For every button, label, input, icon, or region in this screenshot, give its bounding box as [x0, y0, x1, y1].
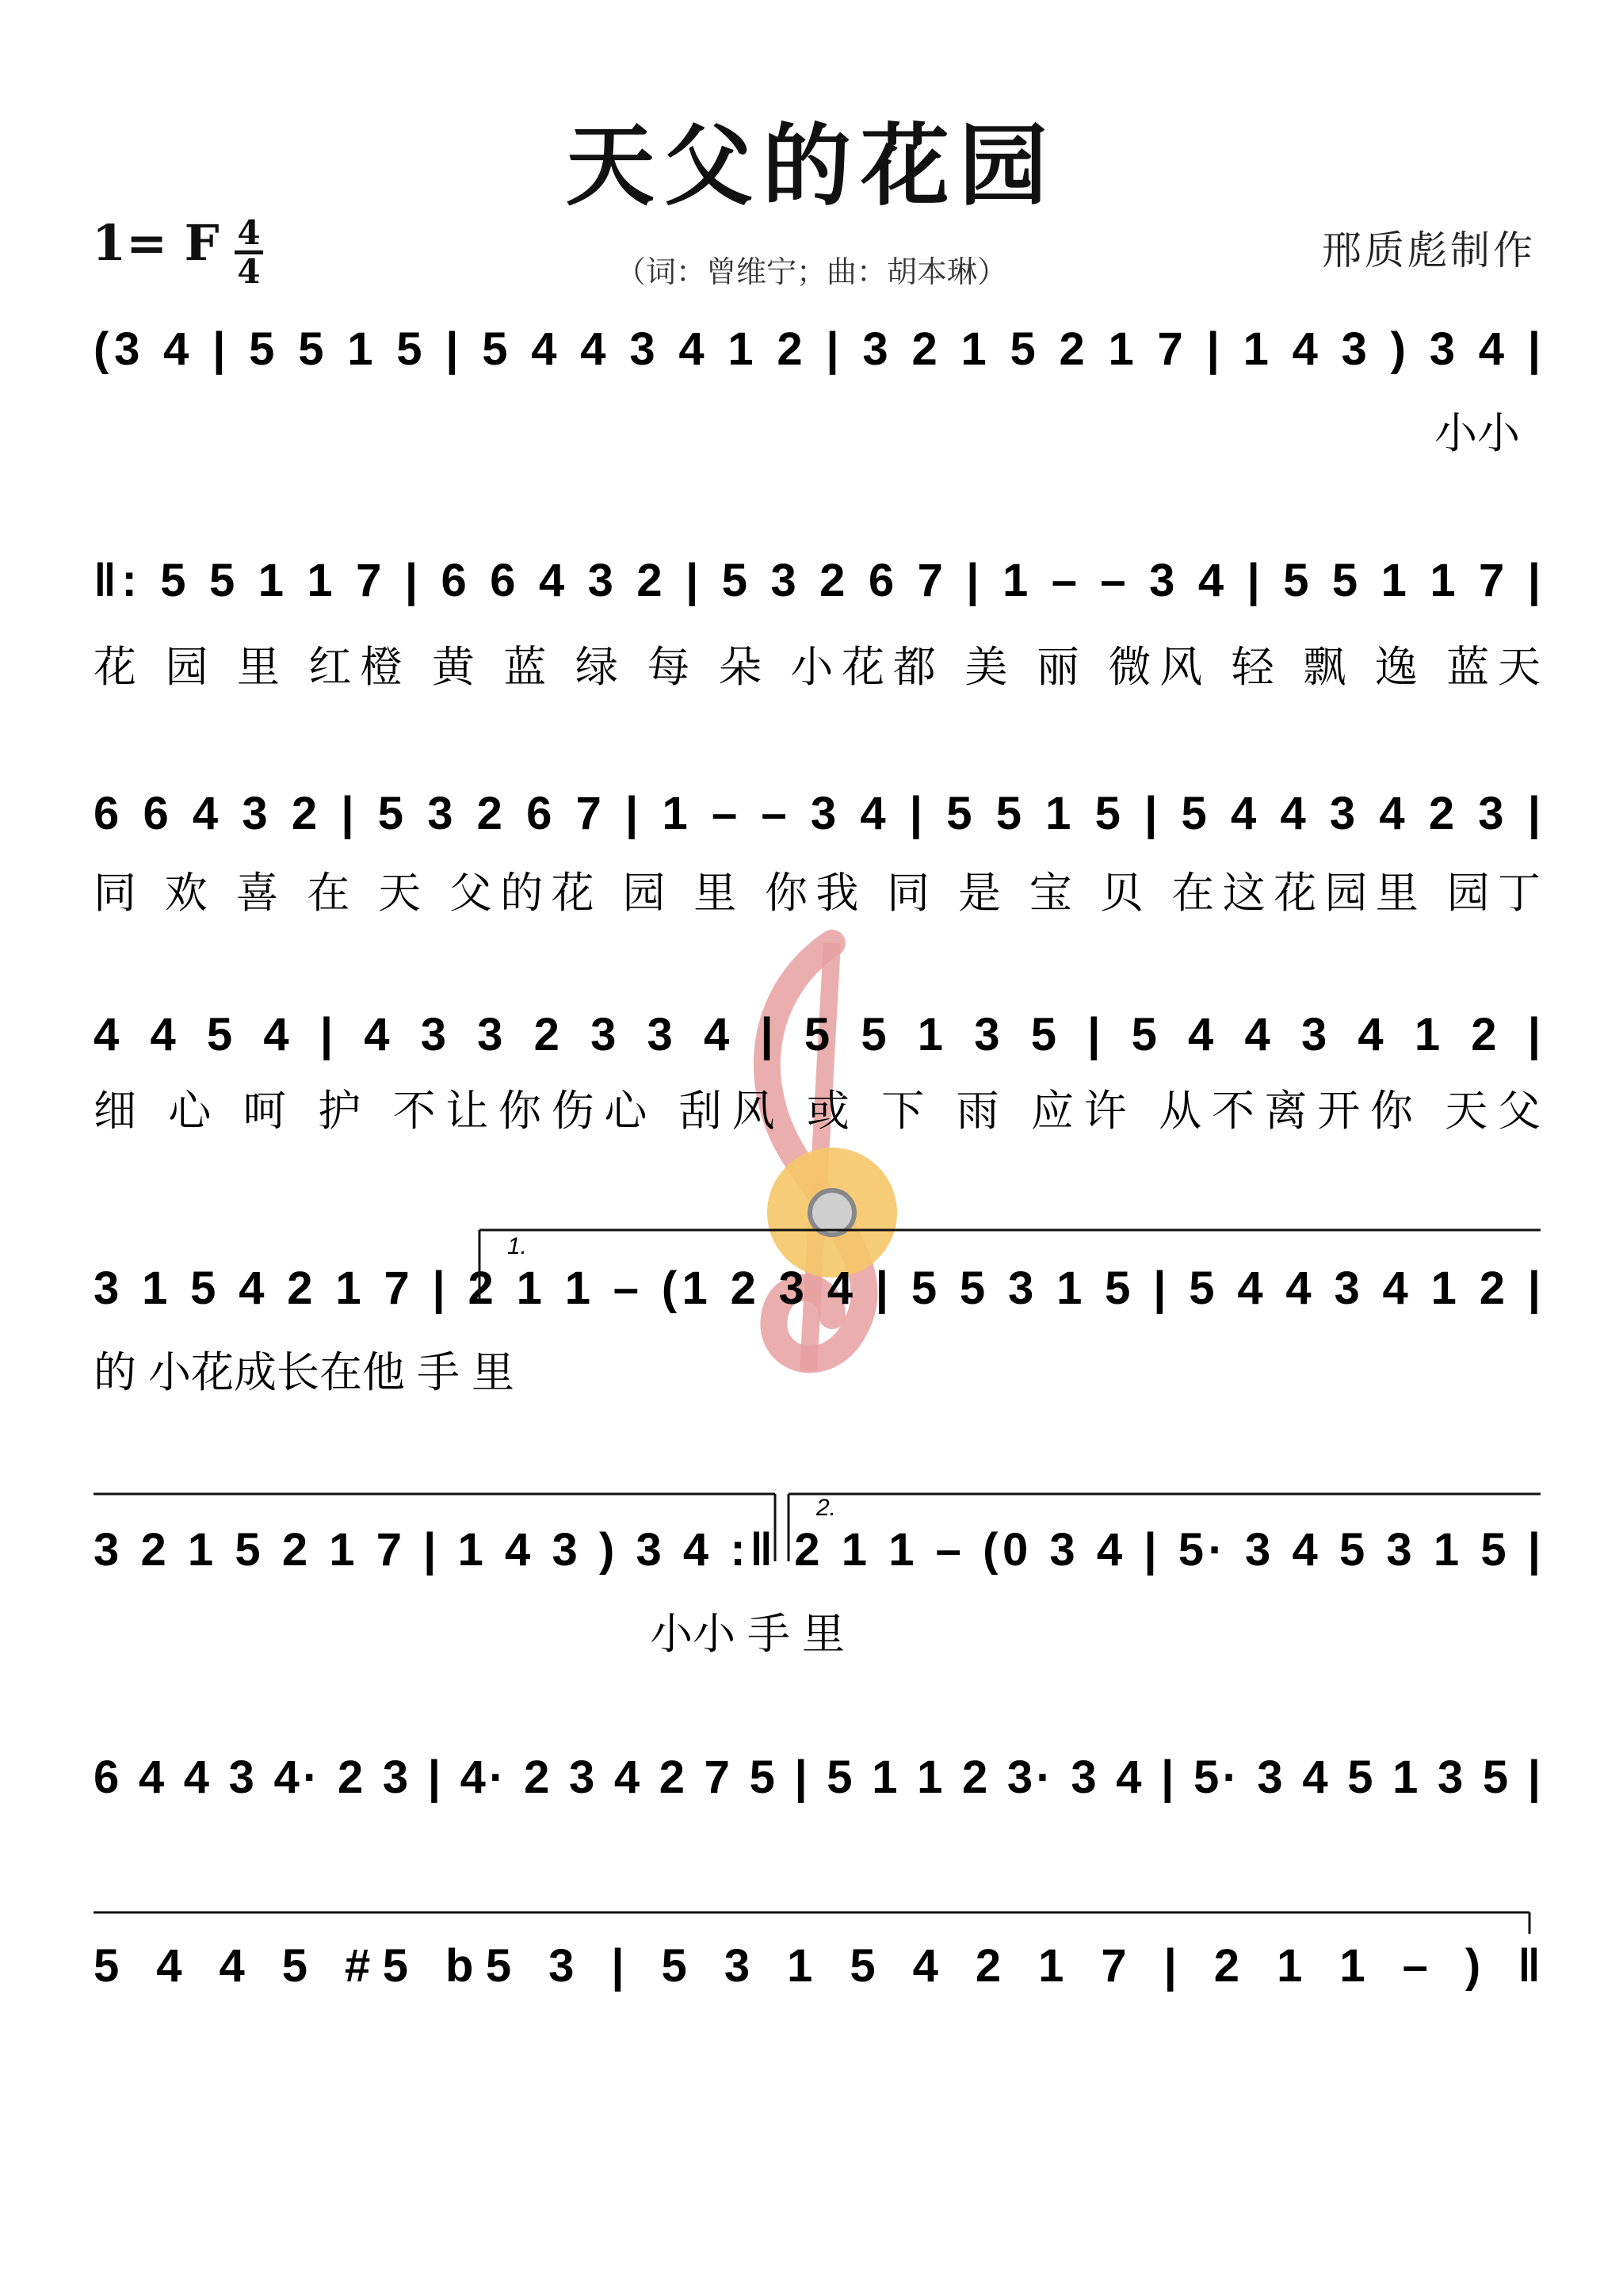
notation-row: ‖: 5 5 1 1 7 | 6 6 4 3 2 | 5 3 2 6 7 | 1 – – 3 4 | 5 5 1 1 7 |: [94, 555, 1541, 606]
notation-row: 3 1 5 4 2 1 7 | 2 1 1 – (1 2 3 4 | 5 5 3 1 5 | 5 4 4 3 4 1 2 |: [94, 1263, 1541, 1314]
volta-label: 1.: [507, 1233, 528, 1259]
maker: 邢质彪制作: [1322, 227, 1536, 273]
notation-row: (3 4 | 5 5 1 5 | 5 4 4 3 4 1 2 | 3 2 1 5 2 1 7 | 1 4 3 ) 3 4 |: [94, 323, 1541, 375]
song-title: 天父的花园: [566, 114, 1057, 218]
voltas: [94, 1230, 1541, 1934]
notation-row: 6 4 4 3 4· 2 3 | 4· 2 3 4 2 7 5 | 5 1 1 2 3· 3 4 | 5· 3 4 5 1 3 5 |: [94, 1752, 1541, 1803]
notation-row: 5 4 4 5 #5 b5 3 | 5 3 1 5 4 2 1 7 | 2 1 1 – ) ‖: [94, 1940, 1541, 1992]
key-signature: 1= F: [92, 214, 220, 272]
time-signature-bottom: 4: [237, 252, 261, 291]
lyrics-row: 花 园 里 红橙 黄 蓝 绿 每 朵 小花都 美 丽 微风 轻 飘 逸 蓝天: [94, 644, 1541, 691]
lyrics-row: 小小: [1434, 410, 1520, 457]
lyrics-row: 的 小花成长在他 手 里: [94, 1349, 515, 1396]
lyrics-row: 同 欢 喜 在 天 父的花 园 里 你我 同 是 宝 贝 在这花园里 园丁: [94, 869, 1541, 917]
lyrics-row: 小小 手 里: [650, 1610, 846, 1658]
time-signature-top: 4: [237, 213, 261, 252]
notation-row: 3 2 1 5 2 1 7 | 1 4 3 ) 3 4 :‖ 2 1 1 – (0 3 4 | 5· 3 4 5 3 1 5 |: [94, 1524, 1541, 1576]
volta-label: 2.: [816, 1495, 837, 1521]
notation-row: 6 6 4 3 2 | 5 3 2 6 7 | 1 – – 3 4 | 5 5 1 5 | 5 4 4 3 4 2 3 |: [94, 788, 1541, 839]
score-rows: [94, 323, 1541, 1992]
lyrics-row: 细 心 呵 护 不让你伤心 刮风 或 下 雨 应许 从不离开你 天父: [94, 1087, 1541, 1135]
credits: （词：曾维宁；曲：胡本琳）: [615, 254, 1007, 289]
notation-row: 4 4 5 4 | 4 3 3 2 3 3 4 | 5 5 1 3 5 | 5 4 4 3 4 1 2 |: [94, 1009, 1541, 1060]
